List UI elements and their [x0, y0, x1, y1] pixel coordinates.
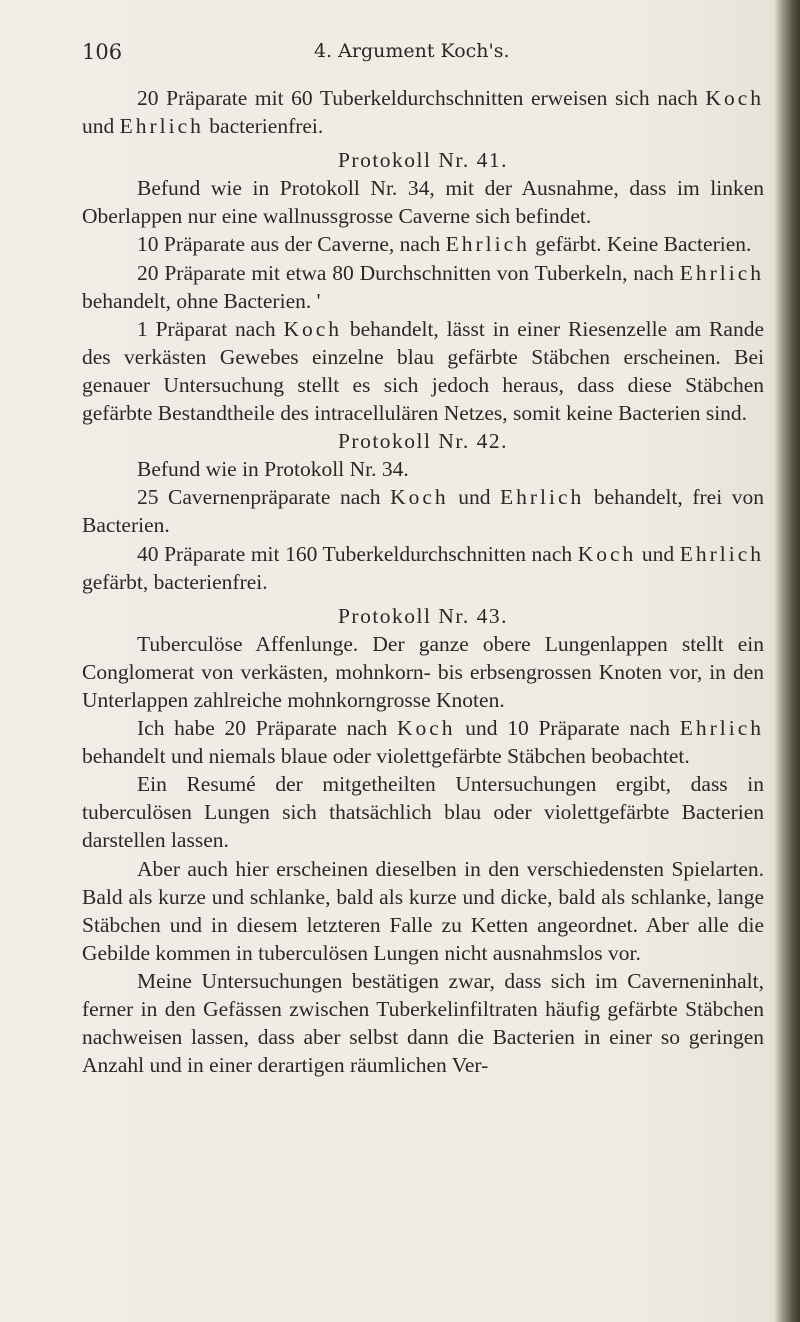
paragraph: Tuberculöse Affenlunge. Der ganze obere Lungenlappen stellt ein Conglomerat von verkästen, mohnkorn- bis erbsengrossen Knoten vor, in den Unterlappen zahlreiche mohnkorngrosse Knoten.	[82, 631, 764, 712]
paragraph: 40 Präparate mit 160 Tuberkeldurchschnitten nach Koch und Ehrlich gefärbt, bacterienfrei.	[82, 541, 764, 594]
paragraph: Ein Resumé der mitgetheilten Untersuchungen ergibt, dass in tuberculösen Lungen sich thatsächlich blau oder violettgefärbte Bacterien darstellen lassen.	[82, 772, 764, 853]
binding-edge	[774, 0, 800, 1322]
paragraph: 20 Präparate mit etwa 80 Durchschnitten von Tuberkeln, nach Ehrlich behandelt, ohne Bacterien. '	[82, 260, 764, 313]
author-name: Koch	[577, 541, 637, 566]
page-header	[82, 40, 762, 66]
running-head: 4. Argument Koch's.	[314, 40, 510, 62]
author-name: Koch	[390, 485, 449, 510]
author-name: Ehrlich	[679, 541, 764, 566]
author-name: Koch	[396, 716, 456, 741]
paragraph: Aber auch hier erscheinen dieselben in den verschiedensten Spielarten. Bald als kurze und schlanke, bald als kurze und dicke, bald als schlanke, lange Stäbchen und in diesem letzteren Falle zu Ketten angeordnet. Aber alle die Gebilde kommen in tuberculösen Lungen nicht ausnahmslos vor.	[82, 856, 764, 965]
author-name: Ehrlich	[445, 232, 530, 257]
paragraph: Meine Untersuchungen bestätigen zwar, dass sich im Caverneninhalt, ferner in den Gefässen zwischen Tuberkelinfiltraten häufig gefärbte Stäbchen nachweisen lassen, dass aber selbst dann die Bacterien in einer so geringen Anzahl und in einer derartigen räumlichen Ver-	[82, 968, 764, 1078]
paragraph: 20 Präparate mit 60 Tuberkeldurchschnitten erweisen sich nach Koch und Ehrlich bacterienfrei.	[82, 86, 764, 139]
paragraph: Befund wie in Protokoll Nr. 34.	[137, 457, 409, 482]
page-body	[82, 84, 764, 1079]
protocol-heading: Protokoll Nr. 43.	[337, 603, 509, 628]
author-name: Ehrlich	[500, 485, 585, 510]
protocol-heading: Protokoll Nr. 42.	[337, 429, 509, 454]
protocol-heading: Protokoll Nr. 41.	[337, 148, 509, 173]
paragraph: Ich habe 20 Präparate nach Koch und 10 Präparate nach Ehrlich behandelt und niemals blaue oder violettgefärbte Stäbchen beobachtet.	[82, 716, 764, 769]
paragraph: 25 Cavernenpräparate nach Koch und Ehrlich behandelt, frei von Bacterien.	[82, 485, 764, 538]
paragraph: 1 Präparat nach Koch behandelt, lässt in einer Riesenzelle am Rande des verkästen Gewebes einzelne blau gefärbte Stäbchen erscheinen. Bei genauer Untersuchung stellt es sich jedoch heraus, dass diese Stäbchen gefärbte Bestandtheile des intracellulären Netzes, somit keine Bacterien sind.	[82, 316, 764, 426]
author-name: Ehrlich	[119, 114, 204, 139]
author-name: Koch	[283, 316, 343, 341]
paragraph: 10 Präparate aus der Caverne, nach Ehrlich gefärbt. Keine Bacterien.	[137, 232, 752, 257]
paragraph: Befund wie in Protokoll Nr. 34, mit der Ausnahme, dass im linken Oberlappen nur eine wallnussgrosse Caverne sich befindet.	[82, 176, 764, 229]
author-name: Ehrlich	[679, 716, 764, 741]
author-name: Koch	[705, 86, 764, 110]
page-number: 106	[82, 40, 123, 64]
author-name: Ehrlich	[679, 260, 764, 285]
